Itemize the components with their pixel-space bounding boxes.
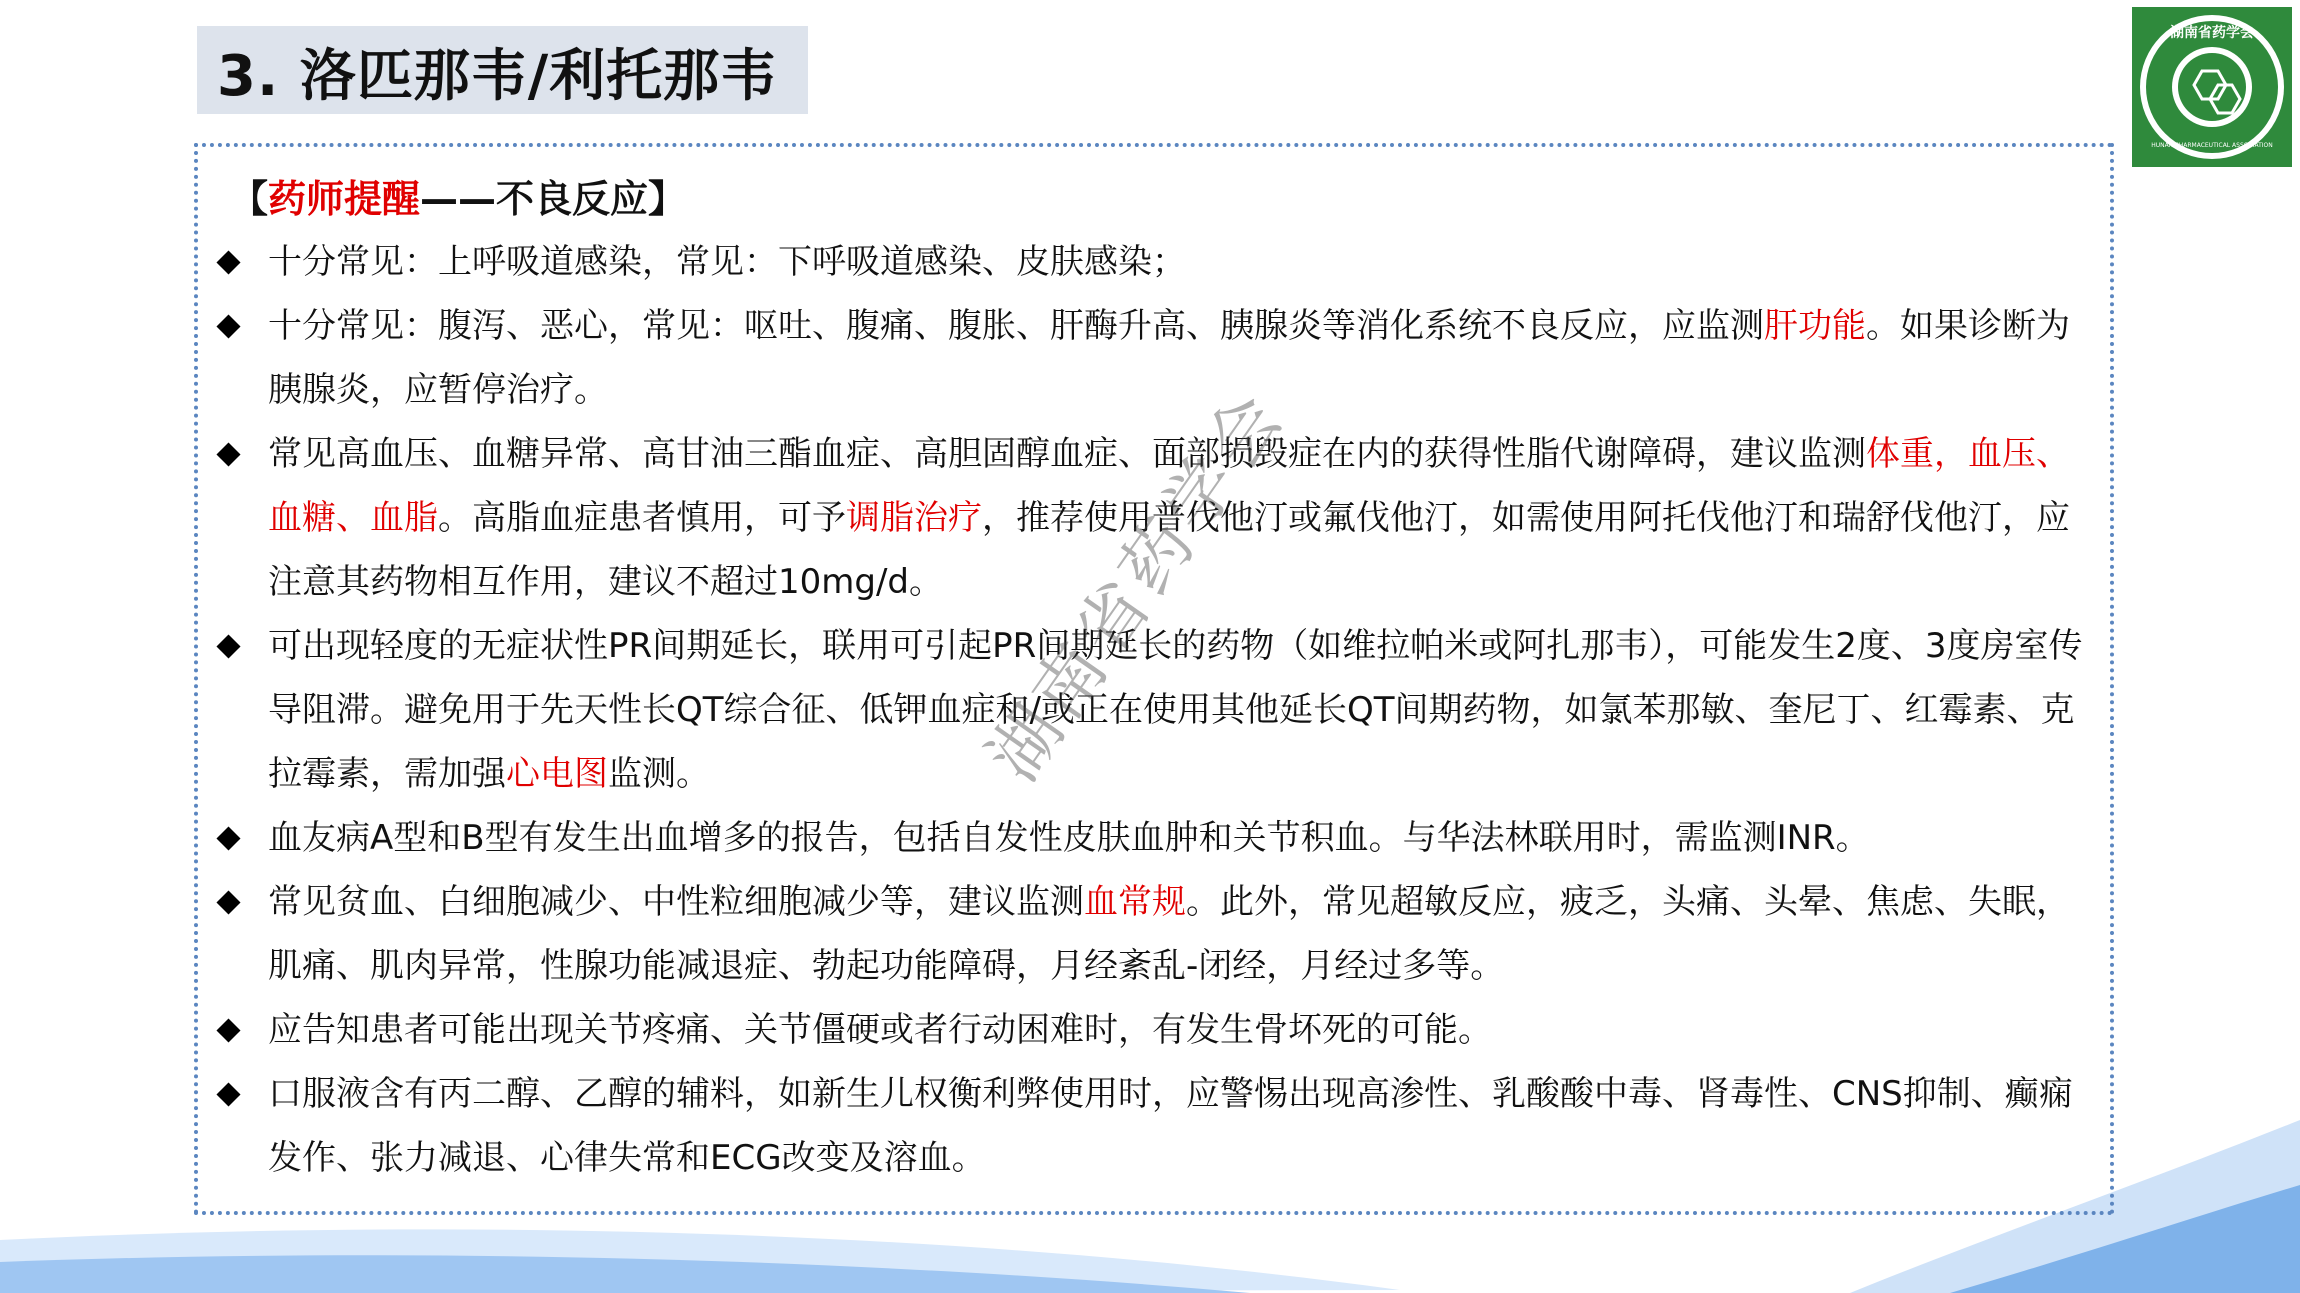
diamond-bullet-icon — [216, 890, 240, 914]
bullet-text: 十分常见：上呼吸道感染，常见：下呼吸道感染、皮肤感染； — [268, 242, 1186, 282]
bullet-item — [216, 998, 2096, 1062]
diamond-bullet-icon — [216, 634, 240, 658]
association-logo — [2132, 7, 2292, 167]
page-title: 3. 洛匹那韦/利托那韦 — [217, 44, 778, 109]
diamond-bullet-icon — [216, 1082, 240, 1106]
bullet-text: 可出现轻度的无症状性PR间期延长，联用可引起PR间期延长的药物（如维拉帕米或阿扎那韦），可能发生2度、3度房室传导阻滞。避免用于先天性长QT综合征、低钾血症和/或正在使用其他延长QT间期药物，如氯苯那敏、奎尼丁、红霉素、克拉霉素，需加强 — [268, 626, 2083, 794]
bullet-item — [216, 870, 2096, 998]
heading-rest: ——不良反应】 — [420, 177, 687, 221]
bullet-item — [216, 230, 2096, 294]
highlight-text: 调脂治疗 — [846, 498, 982, 538]
bullet-item — [216, 294, 2096, 422]
bullet-text: 。此外，常见超敏反应，疲乏，头痛、头晕、焦虑、失眠，肌痛、肌肉异常，性腺功能减退症、勃起功能障碍，月经紊乱-闭经，月经过多等。 — [268, 882, 2070, 986]
bullet-text: 十分常见：腹泻、恶心，常见：呕吐、腹痛、腹胀、肝酶升高、胰腺炎等消化系统不良反应，应监测 — [268, 306, 1764, 346]
bullet-text: 常见贫血、白细胞减少、中性粒细胞减少等，建议监测 — [268, 882, 1084, 922]
bullet-text: ，推荐使用普伐他汀或氟伐他汀，如需使用阿托伐他汀和瑞舒伐他汀，应注意其药物相互作用，建议不超过10mg/d。 — [268, 498, 2070, 602]
bullet-text: 常见高血压、血糖异常、高甘油三酯血症、高胆固醇血症、面部损毁症在内的获得性脂代谢障碍，建议监测 — [268, 434, 1866, 474]
section-heading — [230, 168, 686, 223]
watermark: 湖南省药学会 — [972, 375, 1302, 796]
heading-bracket: 【 — [230, 177, 269, 221]
bullet-item — [216, 806, 2096, 870]
diamond-bullet-icon — [216, 314, 240, 338]
diamond-bullet-icon — [216, 826, 240, 850]
diamond-bullet-icon — [216, 1018, 240, 1042]
bullet-item — [216, 1062, 2096, 1190]
bullet-text: 。高脂血症患者慎用，可予 — [438, 498, 846, 538]
highlight-text: 肝功能 — [1764, 306, 1866, 346]
bullet-text: 监测。 — [608, 754, 710, 794]
highlight-text: 心电图 — [506, 754, 608, 794]
logo-sub-text: HUNAN PHARMACEUTICAL ASSOCIATION — [2151, 142, 2273, 149]
diamond-bullet-icon — [216, 442, 240, 466]
highlight-text: 血常规 — [1084, 882, 1186, 922]
bullet-text: 应告知患者可能出现关节疼痛、关节僵硬或者行动困难时，有发生骨坏死的可能。 — [268, 1010, 1492, 1050]
bullet-text: 。如果诊断为胰腺炎，应暂停治疗。 — [268, 306, 2070, 410]
heading-highlight: 药师提醒 — [268, 177, 421, 221]
title-banner — [197, 26, 808, 114]
highlight-text: 体重，血压、血糖、血脂 — [268, 434, 2070, 538]
logo-arc-text: 湖南省药学会 — [2170, 25, 2254, 41]
bullet-list — [216, 230, 2096, 1190]
diamond-bullet-icon — [216, 250, 240, 274]
bullet-text: 口服液含有丙二醇、乙醇的辅料，如新生儿权衡利弊使用时，应警惕出现高渗性、乳酸酸中毒、肾毒性、CNS抑制、癫痫发作、张力减退、心律失常和ECG改变及溶血。 — [268, 1074, 2073, 1178]
bullet-item — [216, 614, 2096, 806]
bullet-text: 血友病A型和B型有发生出血增多的报告，包括自发性皮肤血肿和关节积血。与华法林联用时，需监测INR。 — [268, 818, 1870, 858]
